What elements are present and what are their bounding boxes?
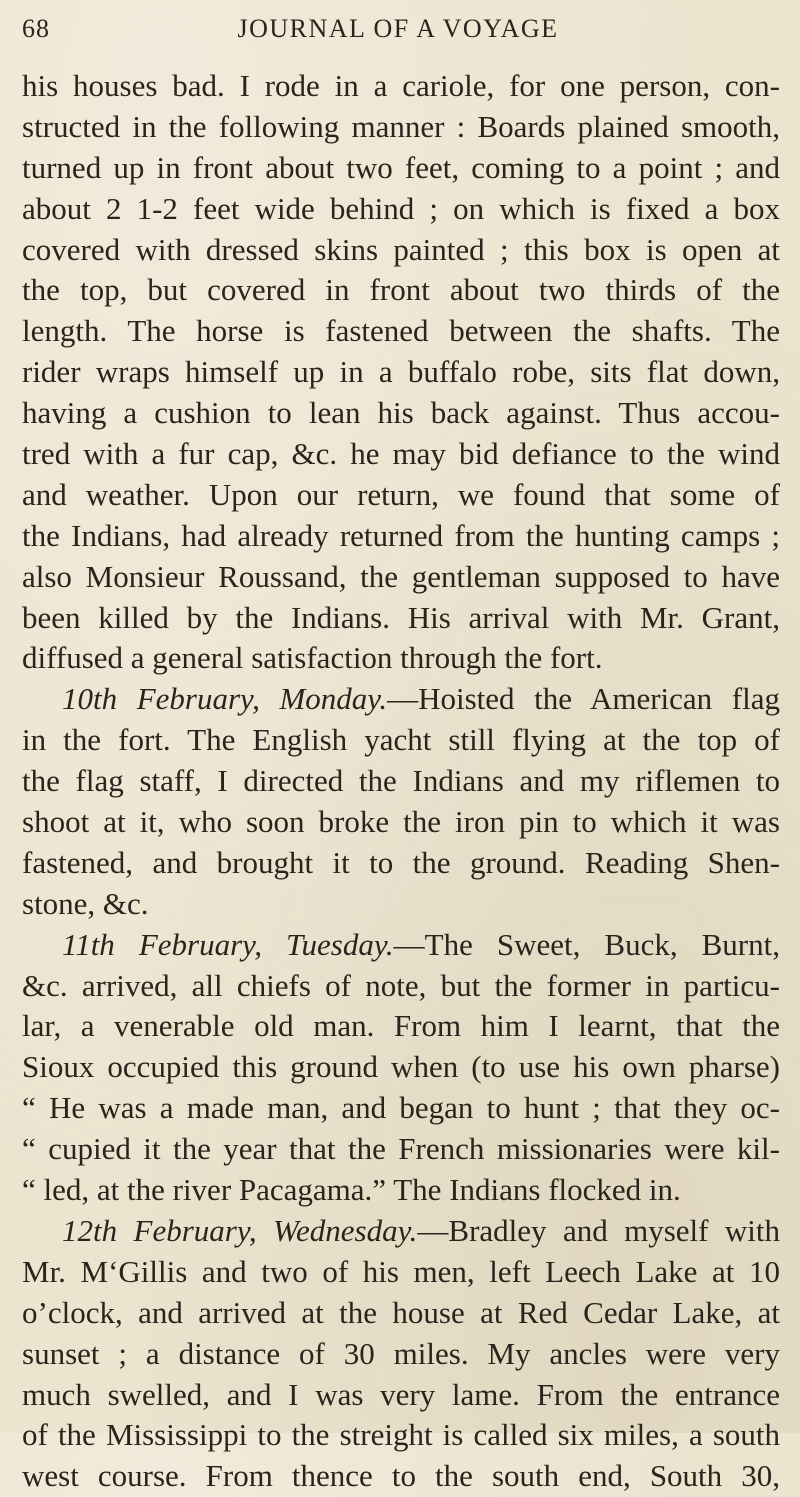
text-line (22, 352, 780, 393)
running-head (22, 14, 774, 54)
line-text: of the Mississippi to the streight is called six miles, a south (22, 1417, 780, 1453)
text-line (22, 761, 780, 802)
line-text: Sioux occupied this ground when (to use his own pharse) (22, 1049, 780, 1085)
dated-entry-line (22, 925, 780, 966)
text-line (22, 1415, 780, 1456)
line-text: been killed by the Indians. His arrival with Mr. Grant, (22, 599, 780, 635)
text-line (22, 638, 780, 679)
text-line (22, 966, 780, 1007)
line-text: the Indians, had already returned from the hunting camps ; (22, 517, 780, 553)
text-line (22, 598, 780, 639)
text-line (22, 516, 780, 557)
line-text: &c. arrived, all chiefs of note, but the former in particu- (22, 967, 780, 1003)
text-line (22, 189, 780, 230)
text-line (22, 393, 780, 434)
entry-date: 11th February, Tuesday. (62, 926, 394, 962)
line-text: —The Sweet, Buck, Burnt, (393, 926, 780, 962)
line-text: lar, a venerable old man. From him I learnt, that the (22, 1008, 780, 1044)
line-text: much swelled, and I was very lame. From the entrance (22, 1376, 780, 1412)
line-text: —Bradley and myself with (417, 1212, 780, 1248)
text-line (22, 557, 780, 598)
line-text: Mr. M‘Gillis and two of his men, left Leech Lake at 10 (22, 1253, 780, 1289)
text-line (22, 1047, 780, 1088)
line-text: west course. From thence to the south end, South 30, (22, 1458, 780, 1494)
line-text: his houses bad. I rode in a cariole, for one person, con- (22, 68, 780, 103)
line-text: “ He was a made man, and began to hunt ; that they oc- (22, 1090, 780, 1126)
text-line (22, 148, 780, 189)
line-text: “ cupied it the year that the French missionaries were kil- (22, 1131, 780, 1167)
entry-date: 10th February, Monday. (62, 681, 388, 717)
text-line (22, 1252, 780, 1293)
text-line (22, 311, 780, 352)
line-text: shoot at it, who soon broke the iron pin to which it was (22, 804, 780, 840)
line-text: rider wraps himself up in a buffalo robe, sits flat down, (22, 354, 780, 390)
text-line (22, 1293, 780, 1334)
text-line (22, 1006, 780, 1047)
text-line (22, 884, 780, 925)
text-line (22, 1456, 780, 1497)
text-line (22, 107, 780, 148)
text-line (22, 1170, 780, 1211)
text-line (22, 1088, 780, 1129)
line-text: stone, &c. (22, 885, 149, 921)
text-line (22, 475, 780, 516)
line-text: length. The horse is fastened between the shafts. The (22, 313, 780, 349)
text-line (22, 230, 780, 271)
line-text: diffused a general satisfaction through the fort. (22, 640, 603, 676)
line-text: o’clock, and arrived at the house at Red Cedar Lake, at (22, 1294, 780, 1330)
line-text: structed in the following manner : Boards plained smooth, (22, 108, 780, 144)
running-title: JOURNAL OF A VOYAGE (237, 14, 559, 43)
body-text (22, 66, 780, 1497)
line-text: in the fort. The English yacht still flying at the top of (22, 722, 780, 758)
text-line (22, 1129, 780, 1170)
dated-entry-line (22, 679, 780, 720)
text-line (22, 434, 780, 475)
line-text: covered with dressed skins painted ; this box is open at (22, 231, 780, 267)
line-text: about 2 1-2 feet wide behind ; on which is fixed a box (22, 190, 780, 226)
dated-entry-line (22, 1211, 780, 1252)
line-text: tred with a fur cap, &c. he may bid defiance to the wind (22, 436, 780, 472)
text-line (22, 1334, 780, 1375)
page-number: 68 (22, 14, 50, 43)
text-line (22, 720, 780, 761)
line-text: fastened, and brought it to the ground. Reading Shen- (22, 844, 780, 880)
line-text: the top, but covered in front about two thirds of the (22, 272, 780, 308)
text-line (22, 66, 780, 107)
entry-date: 12th February, Wednesday. (62, 1212, 418, 1248)
text-line (22, 270, 780, 311)
text-line (22, 1375, 780, 1416)
line-text: and weather. Upon our return, we found that some of (22, 476, 780, 512)
line-text: “ led, at the river Pacagama.” The Indians flocked in. (22, 1172, 681, 1208)
line-text: also Monsieur Roussand, the gentleman supposed to have (22, 558, 780, 594)
line-text: the flag staff, I directed the Indians and my riflemen to (22, 763, 780, 799)
line-text: having a cushion to lean his back against. Thus accou- (22, 395, 780, 431)
text-line (22, 843, 780, 884)
line-text: turned up in front about two feet, coming to a point ; and (22, 149, 780, 185)
line-text: —Hoisted the American flag (387, 681, 780, 717)
line-text: sunset ; a distance of 30 miles. My ancles were very (22, 1335, 780, 1371)
text-line (22, 802, 780, 843)
